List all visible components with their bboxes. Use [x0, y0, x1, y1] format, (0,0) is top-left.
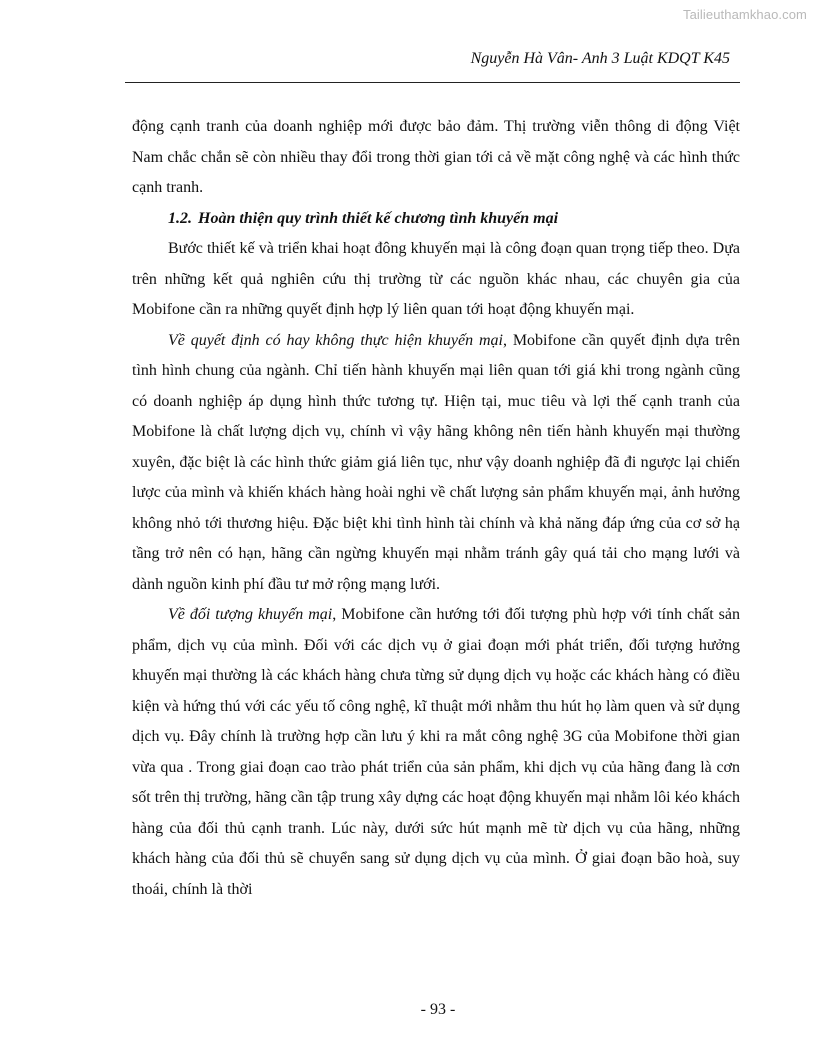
header-divider — [125, 82, 740, 83]
paragraph-promotion-decision-text: , Mobifone cần quyết định dựa trên tình hình chung của ngành. Chỉ tiến hành khuyến mại liên quan tới giá khi trong ngành cũng có doanh nghiệp áp dụng hình thức tương tự. Hiện tại, muc tiêu và lợi thế cạnh tranh của Mobifone là chất lượng dịch vụ, chính vì vậy hãng không nên tiến hành khuyến mại thường xuyên, đặc biệt là các hình thức giảm giá liên tục, như vậy doanh nghiệp đã đi ngược lại chiến lược của mình và khiến khách hàng hoài nghi về chất lượng sản phẩm khuyến mại, ảnh hưởng không nhỏ tới thương hiệu. Đặc biệt khi tình hình tài chính và khả năng đáp ứng của cơ sở hạ tầng trở nên có hạn, hãng cần ngừng khuyến mại nhằm tránh gây quá tải cho mạng lưới và dành nguồn kinh phí đầu tư mở rộng mạng lưới. — [132, 331, 740, 593]
paragraph-promotion-target — [132, 600, 740, 905]
paragraph-design-step: Bước thiết kế và triển khai hoạt đông khuyến mại là công đoạn quan trọng tiếp theo. Dựa trên những kết quả nghiên cứu thị trường từ các nguồn khác nhau, các chuyên gia của Mobifone cần ra những quyết định hợp lý liên quan tới hoạt động khuyến mại. — [132, 240, 740, 318]
section-number: 1.2. — [168, 209, 192, 227]
paragraph-promotion-decision-lead: Về quyết định có hay không thực hiện khuyến mại — [168, 331, 503, 349]
watermark-text: Tailieuthamkhao.com — [682, 7, 807, 22]
document-body — [132, 112, 740, 905]
paragraph-promotion-target-lead: Về đối tượng khuyến mại — [168, 606, 333, 623]
page-number: - 93 - — [420, 1001, 456, 1018]
section-title: Hoàn thiện quy trình thiết kế chương tình khuyến mại — [198, 209, 559, 227]
paragraph-intro: động cạnh tranh của doanh nghiệp mới được bảo đảm. Thị trường viễn thông di động Việt Nam chắc chắn sẽ còn nhiều thay đổi trong thời gian tới cả về mặt công nghệ và các hình thức cạnh tranh. — [132, 118, 740, 196]
section-heading — [132, 204, 740, 235]
paragraph-promotion-target-text: , Mobifone cần hướng tới đối tượng phù hợp với tính chất sản phẩm, dịch vụ của mình. Đối với các dịch vụ ở giai đoạn mới phát triển, đối tượng hưởng khuyến mại thường là các khách hàng chưa từng sử dụng dịch vụ hoặc các khách hàng có điều kiện và hứng thú với các yếu tố công nghệ, kĩ thuật mới nhằm thu hút họ làm quen và sử dụng dịch vụ. Đây chính là trường hợp cần lưu ý khi ra mắt công nghệ 3G của Mobifone thời gian vừa qua . Trong giai đoạn cao trào phát triển của sản phẩm, khi dịch vụ của hãng đang là cơn sốt trên thị trường, hãng cần tập trung xây dựng các hoạt động khuyến mại nhằm lôi kéo khách hàng của đối thủ cạnh tranh. Lúc này, dưới sức hút mạnh mẽ từ dịch vụ của hãng, những khách hàng của đối thủ sẽ chuyển sang sử dụng dịch vụ của mình. Ở giai đoạn bão hoà, suy thoái, chính là thời — [132, 606, 741, 898]
paragraph-promotion-decision — [132, 326, 740, 601]
running-header: Nguyễn Hà Vân- Anh 3 Luật KDQT K45 — [470, 50, 730, 67]
